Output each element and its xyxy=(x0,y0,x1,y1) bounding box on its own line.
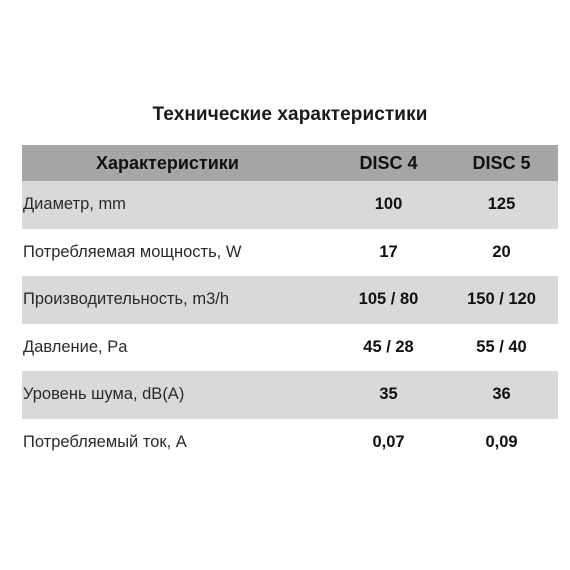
table-row xyxy=(22,419,558,467)
row-label: Потребляемая мощность, W xyxy=(23,242,242,261)
row-value-disc-5: 36 xyxy=(492,385,511,404)
table-row xyxy=(22,324,558,372)
table-header-row xyxy=(22,145,558,181)
row-value-disc-5: 55 / 40 xyxy=(476,337,527,356)
row-value-disc-4: 17 xyxy=(379,242,398,261)
row-value-disc-4: 105 / 80 xyxy=(358,290,419,309)
page-title: Технические характеристики xyxy=(152,104,428,125)
header-disc-4: DISC 4 xyxy=(359,152,418,173)
table-row xyxy=(22,371,558,419)
row-value-disc-4: 0,07 xyxy=(372,432,405,451)
row-label: Производительность, m3/h xyxy=(23,290,230,309)
row-value-disc-4: 100 xyxy=(374,195,403,214)
row-value-disc-5: 150 / 120 xyxy=(467,290,536,309)
row-label: Диаметр, mm xyxy=(23,195,126,214)
header-disc-5: DISC 5 xyxy=(472,152,531,173)
table-row xyxy=(22,181,558,229)
row-value-disc-5: 125 xyxy=(487,195,516,214)
row-value-disc-4: 45 / 28 xyxy=(363,337,414,356)
row-value-disc-4: 35 xyxy=(379,385,398,404)
row-value-disc-5: 0,09 xyxy=(485,432,518,451)
table-row xyxy=(22,229,558,277)
row-label: Потребляемый ток, А xyxy=(23,432,187,451)
row-value-disc-5: 20 xyxy=(492,242,511,261)
row-label: Давление, Pa xyxy=(23,337,128,356)
row-label: Уровень шума, dB(A) xyxy=(23,385,185,404)
specifications-table xyxy=(22,145,558,466)
table-row xyxy=(22,276,558,324)
header-characteristics: Характеристики xyxy=(96,152,239,173)
